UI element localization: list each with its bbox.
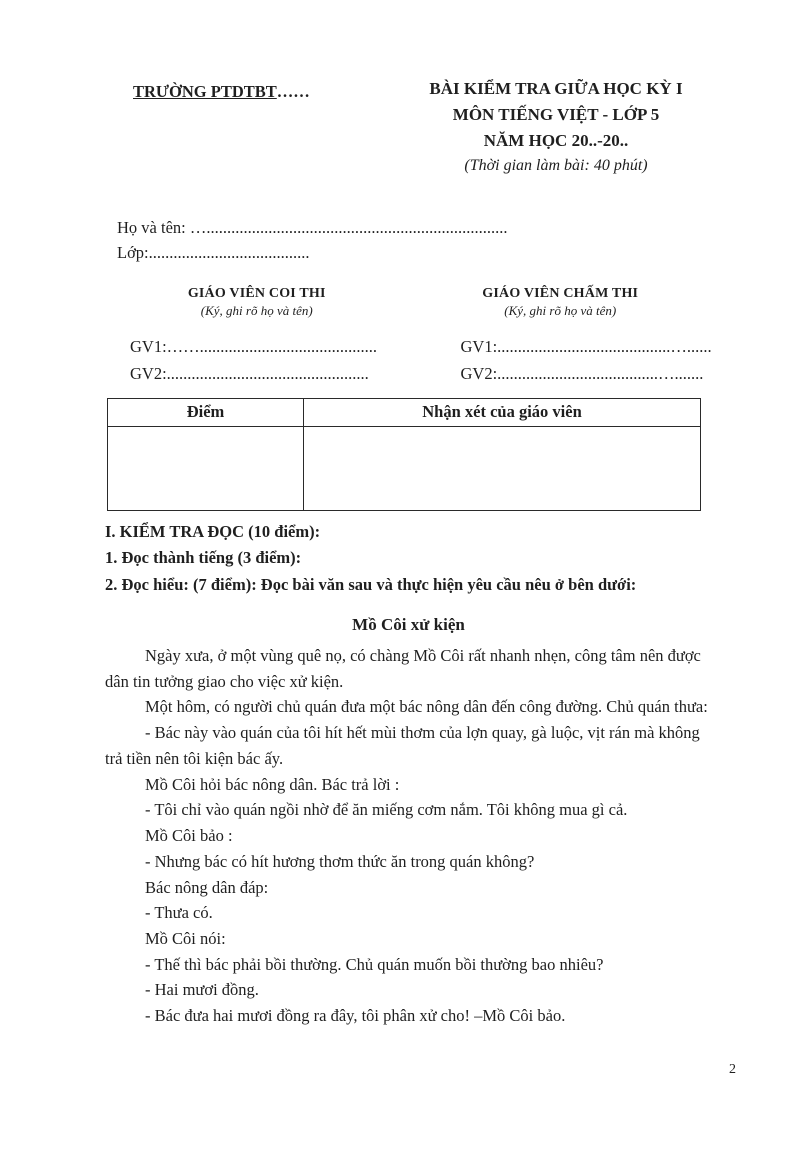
story-paragraph: Mồ Côi nói: <box>145 929 226 948</box>
section-reading-test: I. KIỂM TRA ĐỌC (10 điểm): <box>105 521 321 541</box>
student-name-line: Họ và tên: …......................................................................... <box>117 217 508 237</box>
story-paragraph: Bác nông dân đáp: <box>145 877 269 897</box>
proctor-subtitle: (Ký, ghi rõ họ và tên) <box>200 302 313 318</box>
proctor-header <box>105 286 409 319</box>
proctor-gv1-line: GV1:……........................................... <box>130 336 378 356</box>
story-paragraph: - Hai mươi đồng. <box>145 980 259 1000</box>
examiner-headers <box>105 286 712 319</box>
comment-cell <box>304 426 701 510</box>
school-name-text: TRƯỜNG PTDTBT <box>133 82 277 101</box>
document-header <box>105 76 712 179</box>
section-read-aloud: 1. Đọc thành tiếng (3 điểm): <box>105 548 302 568</box>
page-number: 2 <box>729 1062 736 1077</box>
story-paragraph: - Bác đưa hai mươi đồng ra đây, tôi phân xử cho! –Mồ Côi bảo. <box>145 1006 566 1026</box>
story-paragraph: - Nhưng bác có hít hương thơm thức ăn trong quán không? <box>145 851 535 871</box>
section-reading-comprehension: 2. Đọc hiểu: (7 điểm): Đọc bài văn sau và thực hiện yêu cầu nêu ở bên dưới: <box>105 575 637 595</box>
score-table <box>107 398 701 511</box>
exam-title-line3: NĂM HỌC 20..-20.. <box>483 130 629 150</box>
score-column-header: Điểm <box>108 398 304 426</box>
exam-duration: (Thời gian làm bài: 40 phút) <box>464 157 648 175</box>
section-headings <box>105 519 712 599</box>
story-paragraph: Mồ Côi hỏi bác nông dân. Bác trả lời : <box>145 774 400 794</box>
grader-title: GIÁO VIÊN CHẤM THI <box>482 285 639 301</box>
proctor-title: GIÁO VIÊN COI THI <box>187 285 326 301</box>
school-name-dots: …… <box>276 82 310 101</box>
story-text <box>105 643 712 1029</box>
story-paragraph: Một hôm, có người chủ quán đưa một bác nông dân đến công đường. Chủ quán thưa: <box>145 697 708 717</box>
student-class-line: Lớp:....................................... <box>117 243 310 263</box>
score-cell <box>108 426 304 510</box>
exam-title-line1: BÀI KIỂM TRA GIỮA HỌC KỲ I <box>429 79 683 98</box>
story-paragraph: - Thưa có. <box>145 903 213 923</box>
exam-title-block <box>386 76 726 179</box>
comment-column-header: Nhận xét của giáo viên <box>304 398 701 426</box>
grader-gv1-line: GV1:..........................................…...... <box>460 336 712 356</box>
story-paragraph: Ngày xưa, ở một vùng quê nọ, có chàng Mồ Côi rất nhanh nhẹn, công tâm nên được dân tin tưởng giao cho việc xử kiện. <box>105 645 701 691</box>
exam-title-line2: MÔN TIẾNG VIỆT - LỚP 5 <box>452 104 660 124</box>
story-paragraph: - Bác này vào quán của tôi hít hết mùi thơm của lợn quay, gà luộc, vịt rán mà không trả tiền nên tôi kiện bác ấy. <box>105 723 700 768</box>
school-name <box>133 76 310 102</box>
score-table-empty-row <box>108 426 701 510</box>
story-paragraph: Mồ Côi bảo : <box>145 826 233 846</box>
story-title: Mồ Côi xử kiện <box>352 614 465 634</box>
grader-subtitle: (Ký, ghi rõ họ và tên) <box>504 302 617 318</box>
score-table-header-row <box>108 398 701 426</box>
grader-gv2-line: GV2:.......................................…....... <box>460 363 704 383</box>
grader-header <box>409 286 713 319</box>
student-info <box>105 215 712 266</box>
story-paragraph: - Tôi chỉ vào quán ngồi nhờ để ăn miếng cơm nắm. Tôi không mua gì cả. <box>145 800 628 820</box>
story-paragraph: - Thế thì bác phải bồi thường. Chủ quán muốn bồi thường bao nhiêu? <box>145 954 604 974</box>
examiner-signature-lines <box>105 335 712 386</box>
proctor-gv2-line: GV2:................................................. <box>130 363 369 383</box>
